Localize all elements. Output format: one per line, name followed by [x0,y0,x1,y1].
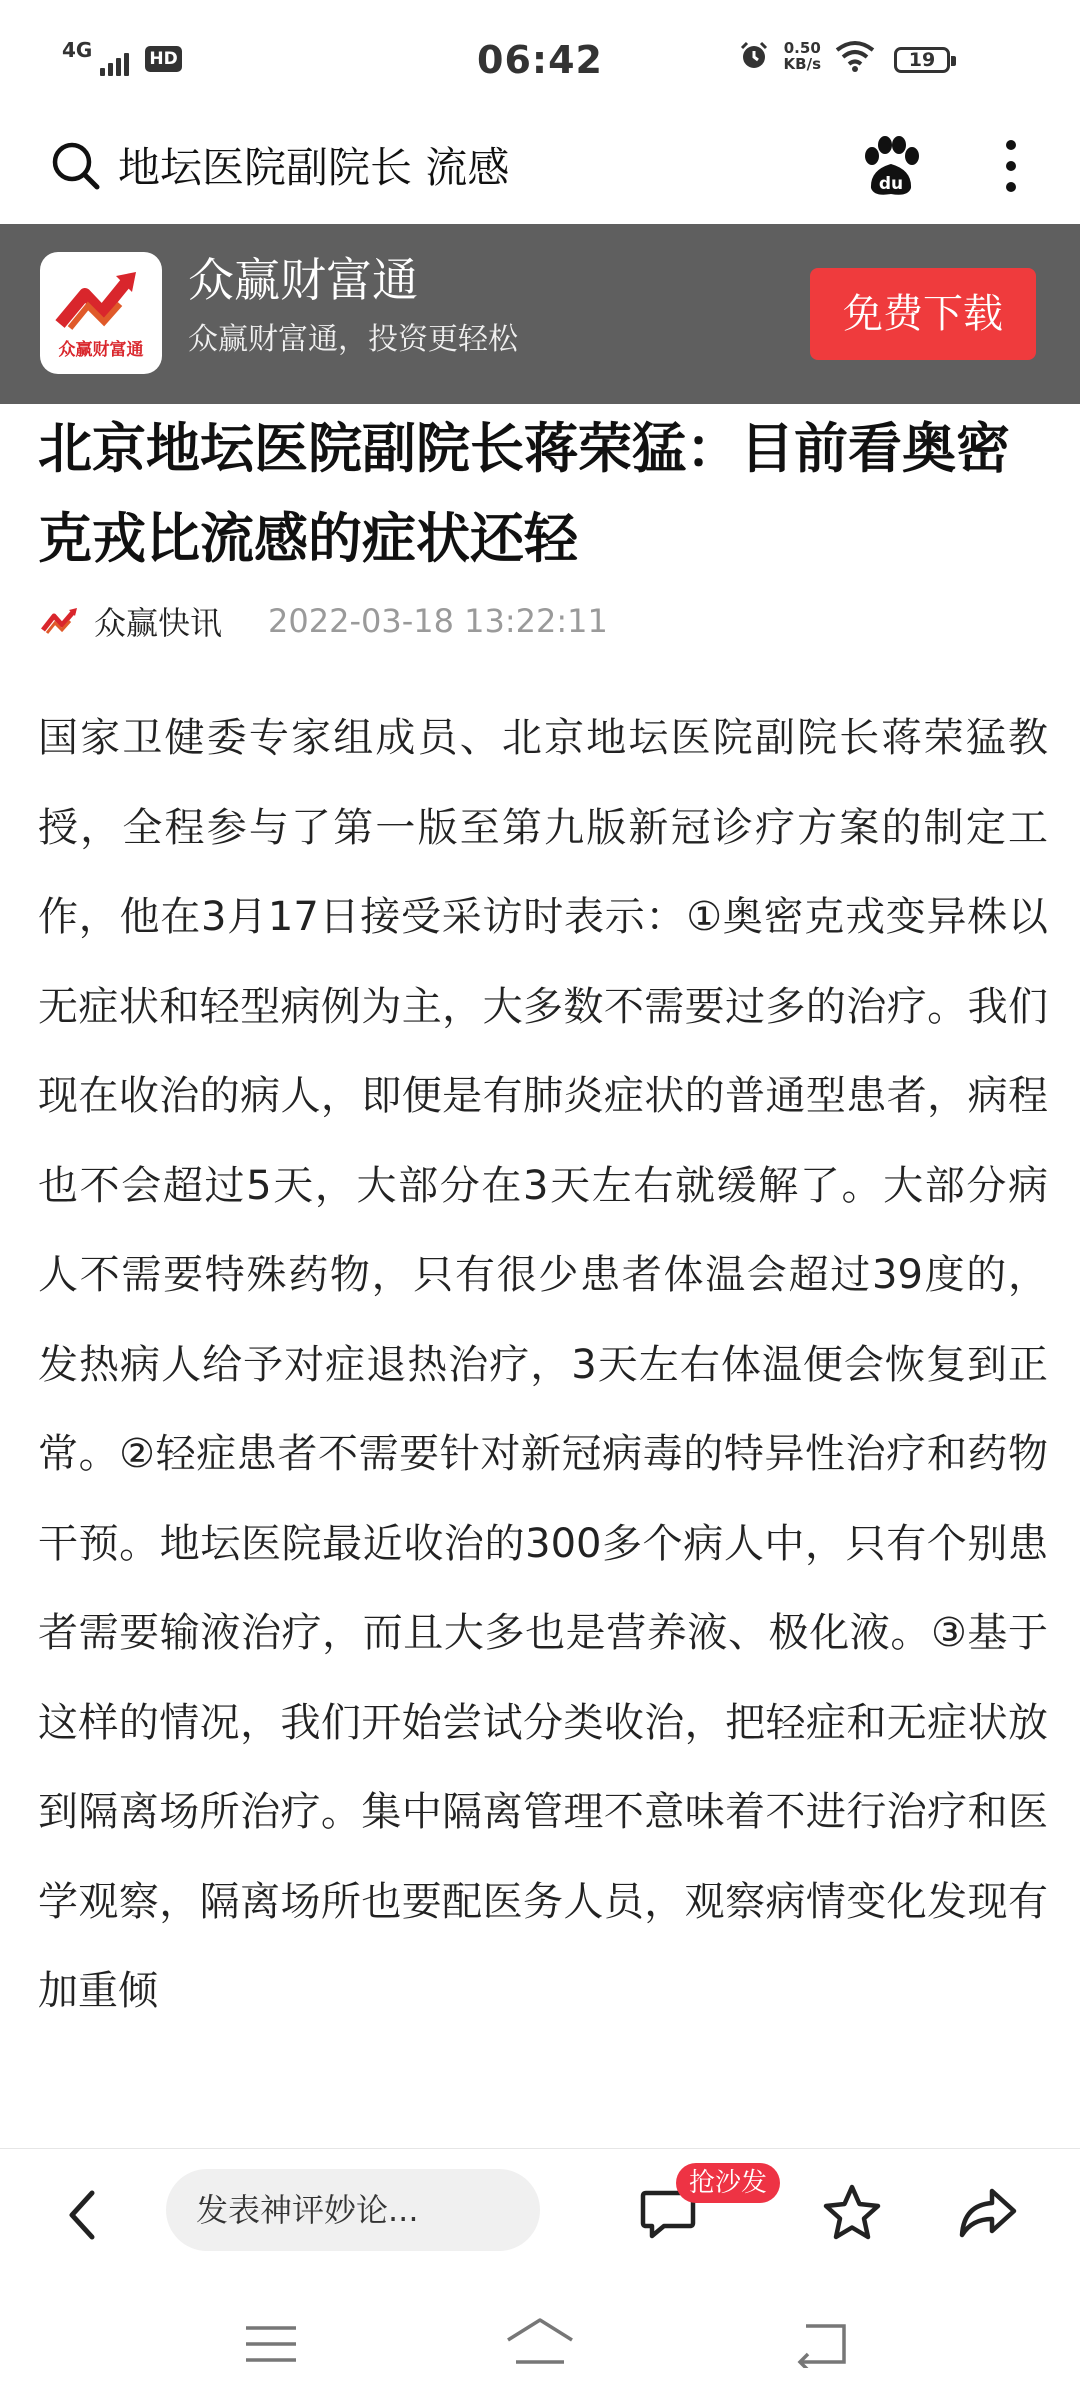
clock: 06:42 [477,38,603,82]
article-title: 北京地坛医院副院长蒋荣猛：目前看奥密克戎比流感的症状还轻 [38,417,1010,570]
star-icon[interactable] [820,2181,884,2245]
speed-value: 0.50 [783,39,821,57]
source-logo-icon [40,606,78,636]
svg-text:du: du [878,174,904,194]
nav-back-icon[interactable] [792,2318,848,2368]
more-icon[interactable] [994,136,1028,196]
bottom-action-bar [0,2148,1080,2279]
status-icons [738,40,875,72]
back-arrow-icon[interactable] [60,2185,110,2245]
article-body: 国家卫健委专家组成员、北京地坛医院副院长蒋荣猛教授，全程参与了第一版至第九版新冠诊疗方案的制定工作，他在3月17日接受采访时表示：①奥密克戎变异株以无症状和轻型病例为主，大多数不需要过多的治疗。我们现在收治的病人，即便是有肺炎症状的普通型患者，病程也不会超过5天，大部分在3天左右就缓解了。大部分病人不需要特殊药物，只有很少患者体温会超过39度的，发热病人给予对症退热治疗，3天左右体温便会恢复到正常。②轻症患者不需要针对新冠病毒的特异性治疗和药物干预。地坛医院最近收治的300多个病人中，只有个别患者需要输液治疗，而且大多也是营养液、极化液。③基于这样的情况，我们开始尝试分类收治，把轻症和无症状放到隔离场所治疗。集中隔离管理不意味着不进行治疗和医学观察，隔离场所也要配医务人员，观察病情变化发现有加重倾 [38,715,1048,2014]
comment-input[interactable]: 发表神评妙论... [166,2169,540,2251]
speed-unit: KB/s [783,55,821,73]
hd-badge: HD [145,46,181,72]
baidu-paw-icon[interactable] [858,134,924,200]
article-date: 2022-03-18 13:22:11 [268,602,608,640]
app-logo [40,252,162,374]
network-type: 4G [62,38,93,62]
sofa-badge[interactable]: 抢沙发 [676,2163,780,2203]
search-header [0,120,1080,224]
alarm-icon [738,40,770,72]
search-icon[interactable] [50,140,102,192]
download-button[interactable]: 免费下载 [810,268,1036,360]
share-icon[interactable] [956,2181,1020,2245]
nav-home-icon[interactable] [504,2316,576,2368]
search-query[interactable]: 地坛医院副院长 流感 [118,143,510,192]
app-download-banner[interactable] [0,224,1080,404]
app-slogan: 众赢财富通，投资更轻松 [188,322,518,357]
nav-menu-icon[interactable] [244,2322,298,2366]
status-bar [0,0,1080,120]
article-source[interactable]: 众赢快讯 [94,604,223,642]
app-name: 众赢财富通 [188,253,418,307]
wifi-icon [835,40,875,72]
network-speed [784,40,821,72]
app-logo-text: 众赢财富通 [58,340,144,360]
system-nav-bar [0,2278,1080,2400]
article-meta [40,596,608,646]
battery-icon: 19 [894,47,950,73]
